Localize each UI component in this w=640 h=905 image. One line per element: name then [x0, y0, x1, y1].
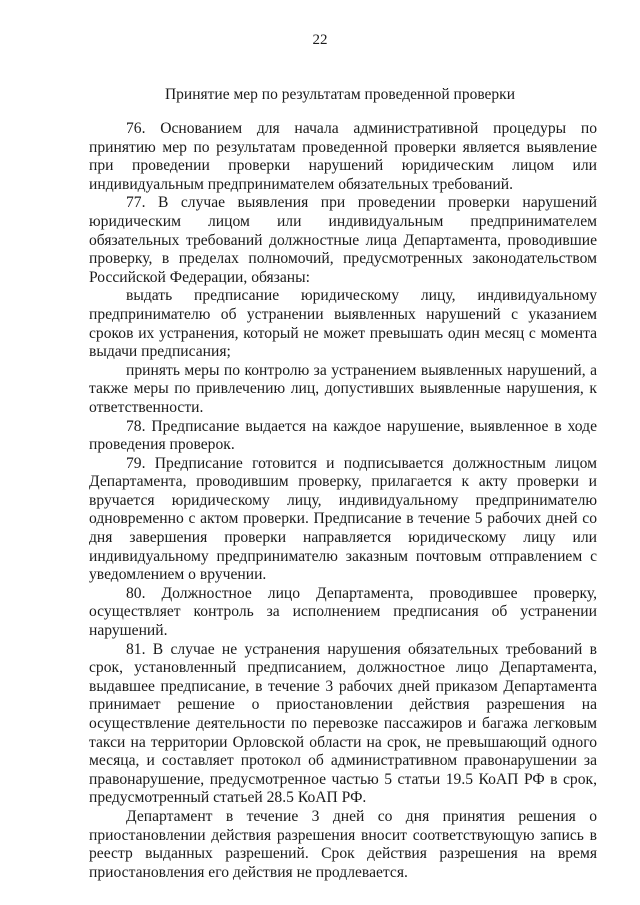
paragraph-80: 80. Должностное лицо Департамента, проводившее проверку, осуществляет контроль за исполнением предписания об устранении нарушений.: [89, 584, 597, 640]
paragraph-77: 77. В случае выявления при проведении проверки нарушений юридическим лицом или индивидуальным предпринимателем обязательных требований должностные лица Департамента, проводившие проверку, в пределах полномочий, предусмотренных законодательством Российской Федерации, обязаны:: [89, 194, 597, 286]
paragraph-78: 78. Предписание выдается на каждое нарушение, выявленное в ходе проведения проверок.: [89, 417, 597, 454]
paragraph-77-item-control-measures: принять меры по контролю за устранением выявленных нарушений, а также меры по привлечению лиц, допустивших выявленные нарушения, к ответственности.: [89, 361, 597, 416]
section-title: Принятие мер по результатам проведенной проверки: [164, 86, 516, 103]
body-text: [89, 120, 597, 882]
paragraph-79: 79. Предписание готовится и подписывается должностным лицом Департамента, проводившим проверку, прилагается к акту проверки и вручается юридическому лицу, индивидуальному предпринимателю одновременно с актом проверки. Предписание в течение 5 рабочих дней со дня завершения проверки направляется юридическому лицу или индивидуальному предпринимателю заказным почтовым отправлением с уведомлением о вручении.: [89, 454, 597, 584]
page-number: 22: [312, 32, 328, 48]
paragraph-81: 81. В случае не устранения нарушения обязательных требований в срок, установленный предписанием, должностное лицо Департамента, выдавшее предписание, в течение 3 рабочих дней приказом Департамента принимает решение о приостановлении действия разрешения на осуществление деятельности по перевозке пассажиров и багажа легковым такси на территории Орловской области на срок, не превышающий одного месяца, и составляет протокол об административном правонарушении за правонарушение, предусмотренное частью 5 статьи 19.5 КоАП РФ в срок, предусмотренный статьей 28.5 КоАП РФ.: [89, 640, 597, 807]
paragraph-81-registry-note: Департамент в течение 3 дней со дня принятия решения о приостановлении действия разрешения вносит соответствующую запись в реестр выданных разрешений. Срок действия разрешения на время приостановления его действия не продлевается.: [89, 807, 597, 881]
paragraph-77-item-issue-order: выдать предписание юридическому лицу, индивидуальному предпринимателю об устранении выявленных нарушений с указанием сроков их устранения, который не может превышать один месяц с момента выдачи предписания;: [89, 287, 597, 361]
paragraph-76: 76. Основанием для начала административной процедуры по принятию мер по результатам проведенной проверки является выявление при проведении проверки нарушений юридическим лицом или индивидуальным предпринимателем обязательных требований.: [89, 120, 597, 193]
